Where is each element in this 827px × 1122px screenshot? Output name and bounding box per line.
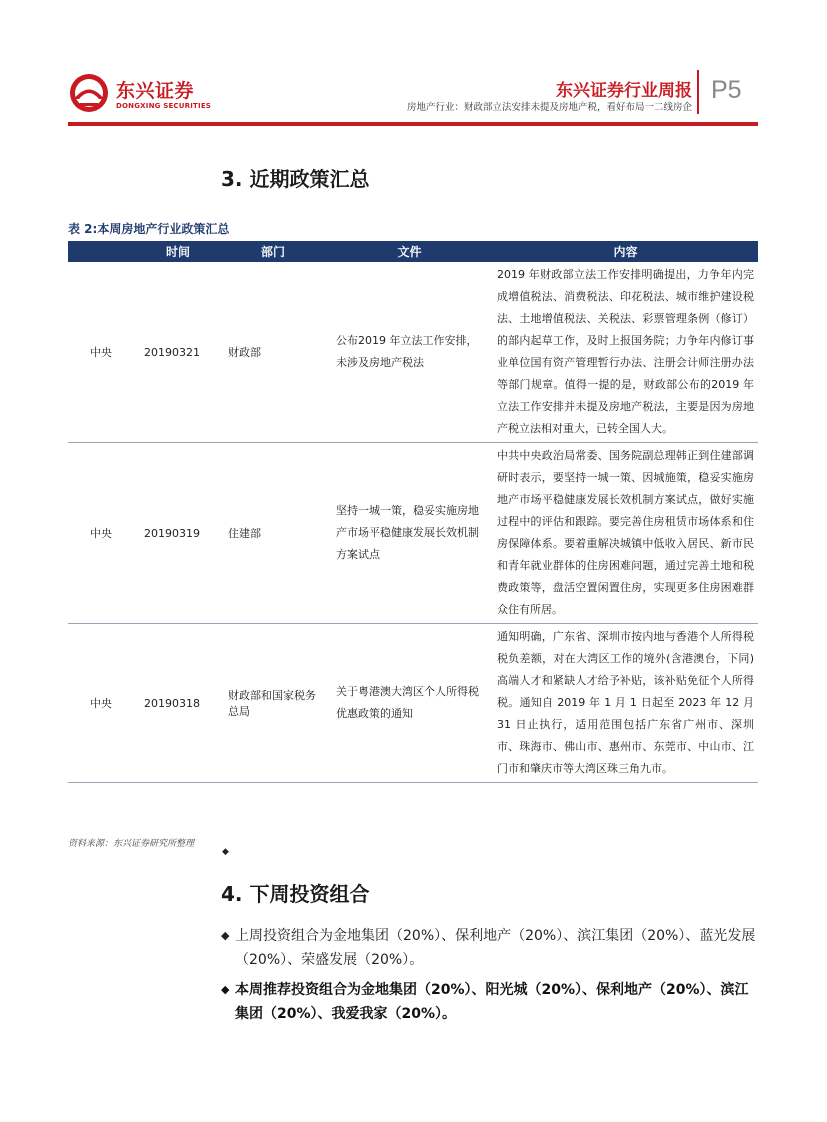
cell-content: 通知明确，广东省、深圳市按内地与香港个人所得税税负差额，对在大湾区工作的境外(含港澳台，下同)高端人才和紧缺人才给予补贴，该补贴免征个人所得税。通知自 2019 年 1 月 1 日起至 2023 年 12 月 31 日止执行，适用范围包括广东省广州市、深圳市、珠海市、佛山市、惠州市、东莞市、中山市、江门市和肇庆市等大湾区珠三角九市。 (493, 624, 758, 783)
header-content: 内容 (493, 241, 758, 262)
cell-content: 中共中央政治局常委、国务院副总理韩正到住建部调研时表示，要坚持一城一策、因城施策，稳妥实施房地产市场平稳健康发展长效机制方案试点，做好实施过程中的评估和跟踪。要完善住房租赁市场体系和住房保障体系。要着重解决城镇中低收入居民、新市民和青年就业群体的住房困难问题，通过完善土地和税费政策等，盘活空置闲置住房，实现更多住房困难群众住有所居。 (493, 443, 758, 624)
cell-level: 中央 (68, 262, 136, 443)
cell-file: 关于粤港澳大湾区个人所得税优惠政策的通知 (326, 624, 493, 783)
table-caption: 表 2:本周房地产行业政策汇总 (68, 222, 230, 236)
cell-file: 公布2019 年立法工作安排，未涉及房地产税法 (326, 262, 493, 443)
cell-date: 20190321 (136, 262, 220, 443)
cell-dept: 住建部 (220, 443, 326, 624)
table-row (68, 443, 758, 624)
last-week-portfolio (221, 924, 758, 972)
company-logo (68, 70, 212, 116)
section-title-portfolio: 4. 下周投资组合 (221, 882, 370, 906)
cell-dept: 财政部 (220, 262, 326, 443)
cell-file: 坚持一城一策，稳妥实施房地产市场平稳健康发展长效机制方案试点 (326, 443, 493, 624)
logo-chinese-name: 东兴证券 (116, 80, 195, 102)
table-row (68, 624, 758, 783)
header-file: 文件 (326, 241, 493, 262)
cell-level: 中央 (68, 443, 136, 624)
report-title: 东兴证券行业周报 (556, 81, 692, 101)
cell-dept: 财政部和国家税务总局 (220, 624, 326, 783)
cell-date: 20190318 (136, 624, 220, 783)
header-rule (68, 122, 758, 126)
this-week-portfolio-text: 本周推荐投资组合为金地集团（20%）、阳光城（20%）、保利地产（20%）、滨江集团（20%）、我爱我家（20%）。 (235, 982, 749, 1022)
diamond-bullet-icon: ◆ (222, 847, 229, 857)
table-source-note: 资料来源：东兴证券研究所整理 (68, 839, 195, 849)
header-divider (697, 70, 699, 114)
header-time: 时间 (136, 241, 220, 262)
diamond-bullet-icon: ◆ (221, 929, 230, 942)
section-title-policy-summary: 3. 近期政策汇总 (221, 167, 370, 191)
cell-date: 20190319 (136, 443, 220, 624)
table-header-row (68, 241, 758, 262)
report-subtitle: 房地产行业：财政部立法安排未提及房地产税，看好布局一二线房企 (406, 102, 692, 113)
table-row (68, 262, 758, 443)
cell-content: 2019 年财政部立法工作安排明确提出，力争年内完成增值税法、消费税法、印花税法、城市维护建设税法、土地增值税法、关税法、彩票管理条例（修订）的部内起草工作，及时上报国务院；力争年内修订事业单位国有资产管理暂行办法、注册会计师注册办法等部门规章。值得一提的是，财政部公布的2019 年立法工作安排并未提及房地产税法，主要是因为房地产税立法相对重大，已转全国人大。 (493, 262, 758, 443)
header-dept: 部门 (220, 241, 326, 262)
policy-table (68, 241, 758, 783)
header-level (68, 241, 136, 262)
this-week-portfolio (221, 978, 758, 1026)
diamond-bullet-icon: ◆ (221, 983, 230, 996)
logo-english-name: DONGXING SECURITIES (116, 102, 212, 110)
last-week-portfolio-text: 上周投资组合为金地集团（20%）、保利地产（20%）、滨江集团（20%）、蓝光发展（20%）、荣盛发展（20%）。 (235, 928, 756, 968)
page-number: P5 (711, 76, 742, 104)
cell-level: 中央 (68, 624, 136, 783)
dongxing-logo-icon (68, 72, 110, 114)
